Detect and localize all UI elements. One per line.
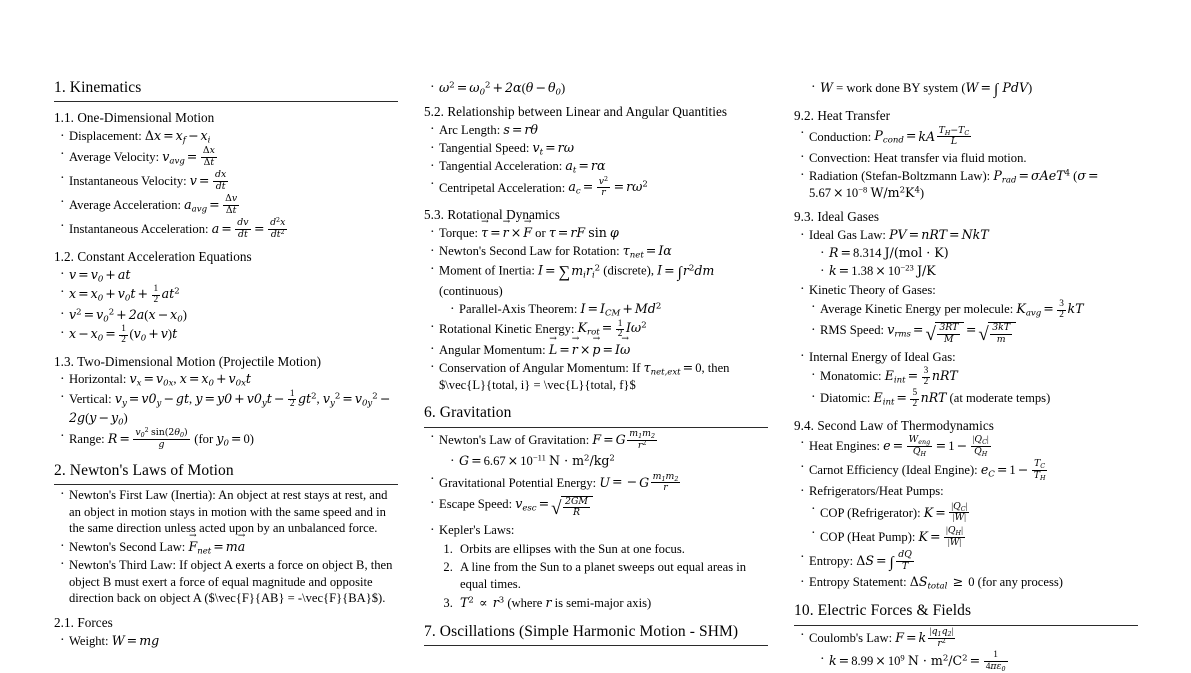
list-item-rotational-kinetic-energy: · Rotational Kinetic Energy: $K_{rot}$ = $\frac{1}{2}$ $I\omega^2$ <box>430 320 768 341</box>
list-item-kepler-2: 2. A line from the Sun to a planet sweeps out equal areas in equal times. <box>456 559 768 593</box>
list-item-first-law: · Newton's First Law (Inertia): An object at rest stays at rest, and an object in motion stays in motion with the same speed and in the same direction unless acted upon by an unbalanced force. <box>60 487 398 537</box>
list-item-average-velocity: · Average Velocity: $v_{avg}$ = $\frac{\Delta x}{\Delta t}$ <box>60 146 398 169</box>
list-item-coulombs-law: · Coulomb's Law: F = k $\frac{|q_1q_2|}{r^2}$ · $k = 8.99 \times 10^9$ $N \cdot m^2/C^2$ = $\frac{1}{4\pi\varepsilon_0}$ <box>800 627 1138 673</box>
list-work-carryover <box>794 80 1138 100</box>
list-gravitational-constant <box>439 453 768 470</box>
list-item-third-law: · Newton's Third Law: If object A exerts a force on object B, then object B must exert a force of equal magnitude and opposite direction back on object A ($\vec{F}{AB} = -\vec{F}{BA}$). <box>60 557 398 607</box>
list-item-arc-length: · Arc Length: s = rθ <box>430 122 768 139</box>
list-item-tangential-speed: · Tangential Speed: $v_t = r\omega$ <box>430 140 768 157</box>
list-item-boltzmann-constant: · $k = 1.38 \times 10^{-23}$ J/K <box>820 263 1138 280</box>
subsection-heading-ideal-gases: 9.3. Ideal Gases <box>794 209 880 225</box>
list-linear-angular-relationship <box>424 122 768 199</box>
list-rotational-dynamics <box>424 225 768 394</box>
list-second-law-thermo <box>794 435 1138 500</box>
subsection-heading-constant-acceleration: 1.2. Constant Acceleration Equations <box>54 249 252 265</box>
list-item-second-law: · Newton's Second Law: $F \to_{net}$ = ma → <box>60 539 398 556</box>
list-angular-kinematics-carryover <box>424 80 768 97</box>
list-item-internal-energy-heading: · Internal Energy of Ideal Gas: <box>800 349 1138 366</box>
list-item-tangential-acceleration: · Tangential Acceleration: $a_t = r\alpha$ <box>430 158 768 175</box>
list-item-moment-of-inertia: · Moment of Inertia: $I = \sum m_ir_i^2$ (discrete), $I = \int r^2dm$ (continuous) · Parallel-Axis Theorem: $I = I_{CM} + Md^2$ <box>430 261 768 318</box>
list-item-average-velocity-displacement: · $x - x_0$ = $\frac{1}{2}$ $(v_0 + v)t$ <box>60 325 398 346</box>
list-one-dimensional-motion <box>54 128 398 241</box>
list-electric-forces <box>794 627 1138 673</box>
three-column-layout <box>54 78 1137 673</box>
list-item-heat-engines: · Heat Engines: e = $\frac{W_{eng}}{Q_H}$ = 1 − $\frac{|Q_C|}{Q_H}$ <box>800 435 1138 458</box>
list-parallel-axis <box>439 301 768 318</box>
list-item-diatomic: · Diatomic: $E_{int}$ = $\frac{5}{2}$ nRT (at moderate temps) <box>811 389 1138 410</box>
list-item-radiation: · Radiation (Stefan-Boltzmann Law): $P_{rad} = \sigma AeT^4$ ($\sigma = 5.67 \times 10^{-8}$ $W/m^2K^4$) <box>800 168 1138 201</box>
list-item-law-of-gravitation: · Newton's Law of Gravitation: F = G $\frac{m_1m_2}{r^2}$ · $G = 6.67 \times 10^{-11}$ $N \cdot m^2/kg^2$ <box>430 429 768 470</box>
list-item-range: · Range: R = $\frac{v_0^2 \sin(2\theta_0)}{g}$ (for $y_0 = 0$) <box>60 428 398 451</box>
list-item-kinetic-theory: · Kinetic Theory of Gases: <box>800 282 1138 299</box>
subsection-heading-two-dimensional-motion: 1.3. Two-Dimensional Motion (Projectile Motion) <box>54 353 322 369</box>
list-internal-energy <box>794 349 1138 366</box>
list-item-kepler-1: 1. Orbits are ellipses with the Sun at one focus. <box>456 541 768 558</box>
subsection-heading-linear-angular-relationship: 5.2. Relationship between Linear and Angular Quantities <box>424 104 728 120</box>
list-forces <box>54 633 398 650</box>
list-item-conservation-angular-momentum: · Conservation of Angular Momentum: If $\tau_{net,ext} = 0$, then $\vec{L}{total, i} = \vec{L}{total, f}$ <box>430 360 768 393</box>
section-heading-kinematics: 1. Kinematics <box>54 78 398 102</box>
list-item-horizontal: · Horizontal: $v_x = v_{0x}$, $x = x_0 + v_{0x}t$ <box>60 371 398 388</box>
subsection-heading-rotational-dynamics: 5.3. Rotational Dynamics <box>424 207 560 223</box>
list-item-entropy-statement: · Entropy Statement: $\Delta S_{total} \ge 0$ (for any process) <box>800 574 1138 591</box>
subsection-heading-second-law-thermo: 9.4. Second Law of Thermodynamics <box>794 417 994 433</box>
list-item-refrigerators-heat-pumps: · Refrigerators/Heat Pumps: <box>800 483 1138 500</box>
list-item-displacement: · Displacement: $\Delta x = x_f - x_i$ <box>60 128 398 145</box>
list-item-average-acceleration: · Average Acceleration: $a_{avg}$ = $\frac{\Delta v}{\Delta t}$ <box>60 194 398 217</box>
list-ideal-gases <box>794 227 1138 298</box>
list-entropy <box>794 550 1138 591</box>
list-item-vertical: · Vertical: $v_y = v0_y$ − gt, $y = y0 + v0_yt$ − $\frac{1}{2}$ $gt^2$, $v_y^2 = v_{0y}^2 - 2g(y - y_0)$ <box>60 390 398 427</box>
list-keplers-laws-numbered <box>424 541 768 612</box>
column-3 <box>794 78 1138 673</box>
subsection-heading-forces: 2.1. Forces <box>54 615 113 631</box>
list-item-carnot-efficiency: · Carnot Efficiency (Ideal Engine): $e_C = 1$ − $\frac{T_C}{T_H}$ <box>800 459 1138 482</box>
list-item-velocity-position: · $v^2 = v_0^2 + 2a(x - x_0)$ <box>60 307 398 324</box>
list-two-dimensional-motion <box>54 371 398 451</box>
list-item-velocity-time: · $v = v_0$ + at <box>60 267 398 284</box>
list-item-average-kinetic-energy: · Average Kinetic Energy per molecule: $K_{avg}$ = $\frac{3}{2}$ kT <box>811 300 1138 321</box>
list-item-ideal-gas-law: · Ideal Gas Law: PV = nRT = NkT · R = 8.314 J/(mol · K) · $k = 1.38 \times 10^{-23}$ J/K <box>800 227 1138 280</box>
list-item-convection: · Convection: Heat transfer via fluid motion. <box>800 150 1138 167</box>
list-item-instantaneous-velocity: · Instantaneous Velocity: v = $\frac{dx}{dt}$ <box>60 170 398 193</box>
list-item-conduction: · Conduction: $P_{cond}$ = kA $\frac{T_H-T_C}{L}$ <box>800 126 1138 149</box>
list-item-position-time: · $x = x_0 + v_0t$ + $\frac{1}{2}$ $at^2$ <box>60 285 398 306</box>
list-cop-details <box>794 502 1138 549</box>
list-heat-transfer <box>794 126 1138 202</box>
list-kinetic-theory-details <box>794 300 1138 347</box>
list-item-work-done-by-system: · W = work done BY system (W = ∫ PdV) <box>811 80 1138 100</box>
list-item-gravitational-constant: · $G = 6.67 \times 10^{-11}$ $N \cdot m^2/kg^2$ <box>450 453 768 470</box>
list-item-coulomb-constant: · $k = 8.99 \times 10^9$ $N \cdot m^2/C^2$ = $\frac{1}{4\pi\varepsilon_0}$ <box>820 651 1138 673</box>
subsection-heading-one-dimensional-motion: 1.1. One-Dimensional Motion <box>54 110 215 126</box>
list-item-torque: · Torque: τ → = r → × F → or τ = rF sin φ <box>430 225 768 242</box>
section-heading-newtons-laws: 2. Newton's Laws of Motion <box>54 461 398 485</box>
section-heading-gravitation: 6. Gravitation <box>424 403 768 427</box>
list-gas-constants <box>809 245 1138 280</box>
list-item-gravitational-potential-energy: · Gravitational Potential Energy: U = − G $\frac{m_1m_2}{r}$ <box>430 472 768 495</box>
list-item-cop-heat-pump: · COP (Heat Pump): K = $\frac{|Q_H|}{|W|}$ <box>811 526 1138 549</box>
list-item-gas-constant-R: · R = 8.314 J/(mol · K) <box>820 245 1138 262</box>
list-coulomb-constant <box>809 651 1138 673</box>
list-item-entropy: · Entropy: ΔS = ∫ $\frac{dQ}{T}$ <box>800 550 1138 573</box>
list-item-angular-velocity-squared: · $\omega^2 = \omega_0^2 + 2\alpha(\theta - \theta_0)$ <box>430 80 768 97</box>
subsection-heading-heat-transfer: 9.2. Heat Transfer <box>794 107 891 123</box>
list-item-centripetal-acceleration: · Centripetal Acceleration: $a_c$ = $\frac{v^2}{r}$ = $r\omega^2$ <box>430 177 768 200</box>
section-heading-oscillations: 7. Oscillations (Simple Harmonic Motion - SHM) <box>424 622 768 646</box>
list-newtons-laws <box>54 487 398 607</box>
list-item-instantaneous-acceleration: · Instantaneous Acceleration: a = $\frac{dv}{dt}$ = $\frac{d^2x}{dt^2}$ <box>60 218 398 241</box>
list-constant-acceleration <box>54 267 398 346</box>
list-item-angular-momentum: · Angular Momentum: L → = r → × p → = Iω → <box>430 342 768 359</box>
column-1 <box>54 78 398 648</box>
list-item-weight: · Weight: W = mg <box>60 633 398 650</box>
list-gravitation <box>424 429 768 539</box>
list-internal-energy-details <box>794 367 1138 410</box>
list-item-parallel-axis-theorem: · Parallel-Axis Theorem: $I = I_{CM} + Md^2$ <box>450 301 768 318</box>
list-item-kepler-3: 3. $T^2 \propto r^3$ (where r is semi-major axis) <box>456 594 768 612</box>
section-heading-electric-forces-fields: 10. Electric Forces & Fields <box>794 601 1138 625</box>
list-item-monatomic: · Monatomic: $E_{int}$ = $\frac{3}{2}$ nRT <box>811 367 1138 388</box>
list-item-keplers-laws: · Kepler's Laws: <box>430 522 768 539</box>
list-item-cop-refrigerator: · COP (Refrigerator): K = $\frac{|Q_C|}{|W|}$ <box>811 502 1138 525</box>
list-item-second-law-rotation: · Newton's Second Law for Rotation: $\tau_{net} = I\alpha$ <box>430 243 768 260</box>
list-item-rms-speed: · RMS Speed: $v_{rms}$ = √ $\frac{3RT}{M}$ = √ $\frac{3kT}{m}$ <box>811 322 1138 347</box>
list-item-escape-speed: · Escape Speed: $v_{esc}$ = √ $\frac{2GM}{R}$ <box>430 496 768 521</box>
column-2 <box>424 78 768 640</box>
